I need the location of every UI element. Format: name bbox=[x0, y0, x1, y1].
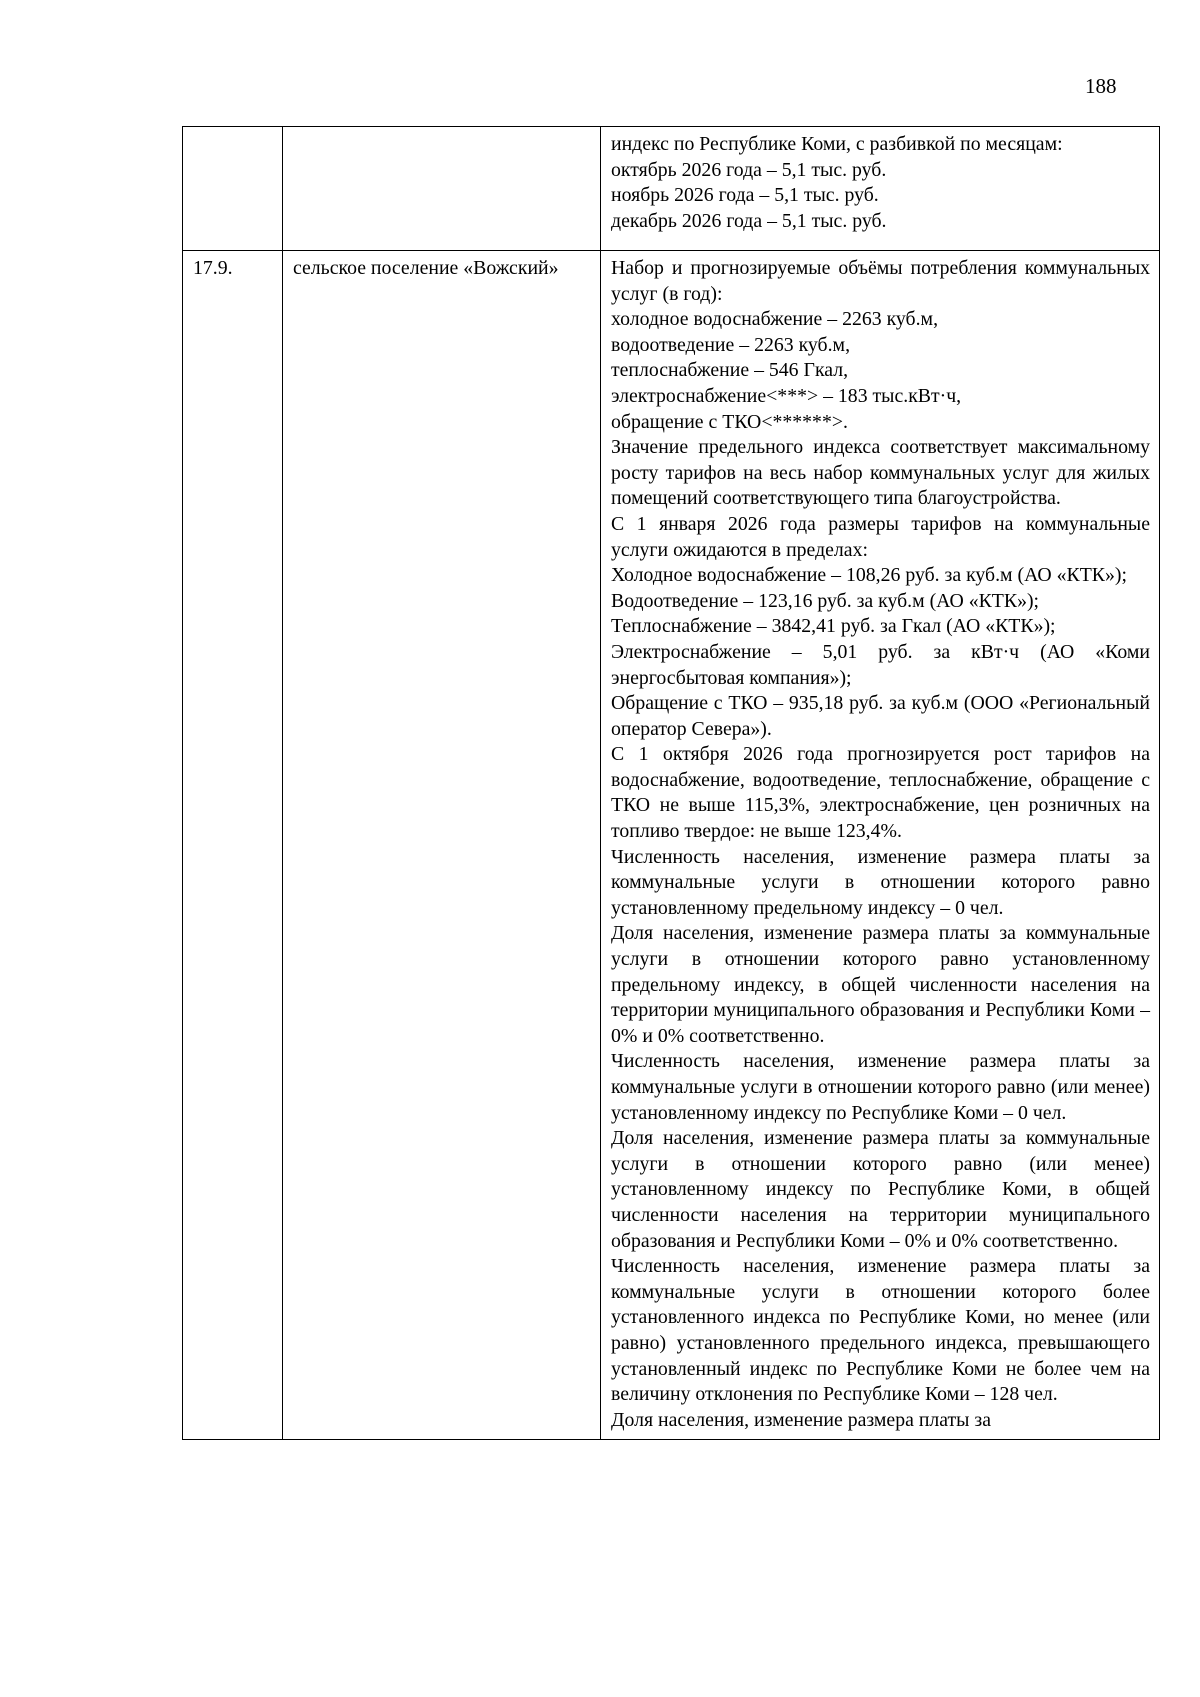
paragraph: Электроснабжение – 5,01 руб. за кВт·ч (АО «Коми энергосбытовая компания»); bbox=[611, 640, 1150, 689]
description-cell bbox=[601, 127, 1160, 251]
paragraph: электроснабжение<***> – 183 тыс.кВт·ч, bbox=[611, 384, 962, 407]
paragraph: Численность населения, изменение размера платы за коммунальные услуги в отношении которого более установленного индекса по Республике Коми, но менее (или равно) установленного предельного индекса, превышающего установленный индекс по Республике Коми не более чем на величину отклонения по Республике Коми – 128 чел. bbox=[611, 1255, 1150, 1406]
row-number-cell: 17.9. bbox=[183, 251, 283, 1440]
paragraph: Доля населения, изменение размера платы за коммунальные услуги в отношении которого равно установленному предельному индексу, в общей численности населения на территории муниципального образования и Республики Коми – 0% и 0% соответственно. bbox=[611, 922, 1150, 1047]
paragraph: С 1 октября 2026 года прогнозируется рост тарифов на водоснабжение, водоотведение, теплоснабжение, обращение с ТКО не выше 115,3%, электроснабжение, цен розничных на топливо твердое: не выше 123,4%. bbox=[611, 743, 1150, 843]
paragraph: водоотведение – 2263 куб.м, bbox=[611, 333, 851, 356]
paragraph: Значение предельного индекса соответствует максимальному росту тарифов на весь набор коммунальных услуг для жилых помещений соответствующего типа благоустройства. bbox=[611, 436, 1150, 510]
paragraph: Численность населения, изменение размера платы за коммунальные услуги в отношении которого равно (или менее) установленному индексу по Республике Коми – 0 чел. bbox=[611, 1050, 1150, 1124]
paragraph: Набор и прогнозируемые объёмы потребления коммунальных услуг (в год): bbox=[611, 257, 1150, 305]
row-number-cell bbox=[183, 127, 283, 251]
paragraph: Доля населения, изменение размера платы за bbox=[611, 1408, 992, 1431]
text-line: ноябрь 2026 года – 5,1 тыс. руб. bbox=[611, 184, 879, 207]
municipality-cell bbox=[283, 127, 601, 251]
paragraph: Теплоснабжение – 3842,41 руб. за Гкал (АО «КТК»); bbox=[611, 615, 1056, 638]
paragraph: теплоснабжение – 546 Гкал, bbox=[611, 359, 849, 382]
paragraph: Обращение с ТКО – 935,18 руб. за куб.м (ООО «Региональный оператор Севера»). bbox=[611, 692, 1150, 740]
text-line: декабрь 2026 года – 5,1 тыс. руб. bbox=[611, 209, 887, 232]
municipality-cell: сельское поселение «Вожский» bbox=[283, 251, 601, 1440]
description-cell bbox=[601, 251, 1160, 1440]
paragraph: Численность населения, изменение размера платы за коммунальные услуги в отношении которого равно установленному предельному индексу – 0 чел. bbox=[611, 845, 1150, 919]
table-row bbox=[183, 251, 1160, 1440]
data-table bbox=[182, 126, 1160, 1440]
paragraph: обращение с ТКО<******>. bbox=[611, 410, 848, 433]
page-number: 188 bbox=[1085, 74, 1117, 98]
text-line: индекс по Республике Коми, с разбивкой по месяцам: bbox=[611, 133, 1063, 155]
text-line: октябрь 2026 года – 5,1 тыс. руб. bbox=[611, 158, 887, 181]
paragraph: Водоотведение – 123,16 руб. за куб.м (АО «КТК»); bbox=[611, 589, 1040, 612]
paragraph: Холодное водоснабжение – 108,26 руб. за куб.м (АО «КТК»); bbox=[611, 564, 1127, 587]
table-row bbox=[183, 127, 1160, 251]
paragraph: С 1 января 2026 года размеры тарифов на коммунальные услуги ожидаются в пределах: bbox=[611, 512, 1150, 561]
paragraph: Доля населения, изменение размера платы за коммунальные услуги в отношении которого равно (или менее) установленному индексу по Республике Коми, в общей численности населения на территории муниципального образования и Республики Коми – 0% и 0% соответственно. bbox=[611, 1127, 1150, 1252]
paragraph: холодное водоснабжение – 2263 куб.м, bbox=[611, 308, 939, 331]
